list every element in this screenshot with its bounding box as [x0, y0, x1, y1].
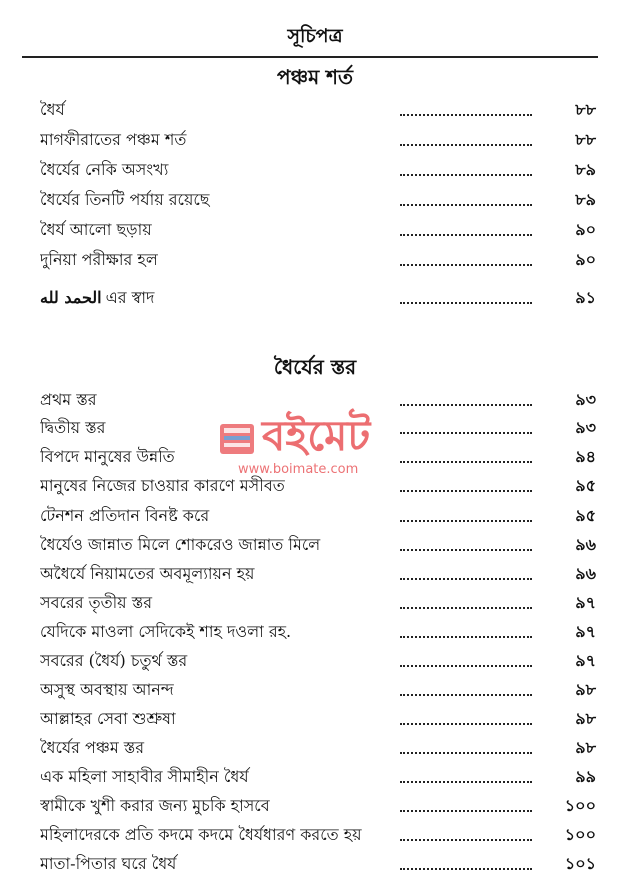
toc-entry-page: ৯৩	[575, 389, 596, 409]
arabic-phrase: الحمد لله	[40, 287, 102, 307]
toc-entry-title-wrap	[40, 648, 400, 675]
toc-entry-title-wrap	[40, 127, 400, 154]
toc-entry	[40, 618, 596, 646]
toc-entry-page: ৮৮	[575, 99, 596, 119]
toc-entry-title: মহিলাদেরকে প্রতি কদমে কদমে ধৈর্যধারণ করতে হয়	[40, 824, 362, 844]
dot-leader	[400, 404, 532, 406]
toc-entry-title-wrap	[40, 187, 400, 214]
toc-entry-page: ৯১	[575, 287, 596, 307]
toc-entry-page: ৮৯	[575, 189, 596, 209]
toc-entry-page: ১০০	[564, 824, 596, 844]
toc-entry-page: ৮৮	[575, 129, 596, 149]
toc-entry-title-wrap	[40, 793, 400, 820]
toc-entry-page: ৯৮	[575, 737, 596, 757]
toc-entry	[40, 216, 596, 244]
dot-leader	[400, 868, 532, 870]
toc-entry-page: ৯৮	[575, 708, 596, 728]
toc-entry-page: ৯৫	[575, 475, 596, 495]
dot-leader	[400, 174, 532, 176]
dot-leader	[400, 144, 532, 146]
toc-entry-title: ধৈর্যের তিনটি পর্যায় রয়েছে	[40, 189, 210, 209]
toc-entry-title: ধৈর্য	[40, 99, 65, 119]
book-icon	[218, 416, 258, 458]
watermark-logo	[218, 410, 418, 480]
toc-entry-title-wrap	[40, 532, 400, 559]
toc-entry-title-wrap	[40, 503, 400, 530]
toc-entry-title-wrap	[40, 822, 400, 849]
dot-leader	[400, 781, 532, 783]
toc-entry-title-wrap	[40, 851, 400, 878]
toc-entry-title: প্রথম স্তর	[40, 389, 97, 409]
toc-entry-title: এর স্বাদ	[105, 287, 155, 307]
toc-entry-page: ৯৩	[575, 417, 596, 437]
toc-entry-page: ৯৭	[575, 621, 596, 641]
toc-entry	[40, 96, 596, 124]
dot-leader	[400, 461, 532, 463]
toc-entry-title: ধৈর্যের পঞ্চম স্তর	[40, 737, 145, 757]
toc-entry-title-wrap	[40, 217, 400, 244]
toc-entry-page: ৯৫	[575, 505, 596, 525]
dot-leader	[400, 752, 532, 754]
toc-entry-title-wrap	[40, 677, 400, 704]
toc-entry	[40, 560, 596, 588]
toc-entry-title-wrap	[40, 764, 400, 791]
dot-leader	[400, 665, 532, 667]
toc-entry	[40, 502, 596, 530]
toc-entry-page: ৯৮	[575, 679, 596, 699]
title-divider	[22, 56, 598, 58]
toc-entry	[40, 589, 596, 617]
toc-entry-page: ৯০	[575, 249, 596, 269]
toc-entry	[40, 792, 596, 820]
toc-entry-title-wrap	[40, 285, 400, 312]
toc-entry-title: ধৈর্যেও জান্নাত মিলে শোকরেও জান্নাত মিলে	[40, 534, 321, 554]
dot-leader	[400, 114, 532, 116]
toc-entry-title-wrap	[40, 590, 400, 617]
toc-entry-page: ৯০	[575, 219, 596, 239]
toc-entry-title: মাগফীরাতের পঞ্চম শর্ত	[40, 129, 187, 149]
toc-entry-title: দ্বিতীয় স্তর	[40, 417, 106, 437]
toc-entry	[40, 284, 596, 312]
toc-entry-page: ৯৪	[575, 446, 596, 466]
toc-entry-title: এক মহিলা সাহাবীর সীমাহীন ধৈর্য	[40, 766, 249, 786]
toc-entry-title-wrap	[40, 735, 400, 762]
toc-entry-page: ৯৭	[575, 650, 596, 670]
toc-entry-title: স্বামীকে খুশী করার জন্য মুচকি হাসবে	[40, 795, 270, 815]
toc-entry-page: ৯৭	[575, 592, 596, 612]
toc-entry-title: টেনশন প্রতিদান বিনষ্ট করে	[40, 505, 210, 525]
page-title: সূচিপত্র	[287, 25, 343, 47]
dot-leader	[400, 264, 532, 266]
dot-leader	[400, 432, 532, 434]
toc-entry-title: বিপদে মানুষের উন্নতি	[40, 446, 175, 466]
dot-leader	[400, 234, 532, 236]
toc-entry	[40, 156, 596, 184]
toc-entry-title-wrap	[40, 561, 400, 588]
toc-entry-title: মানুষের নিজের চাওয়ার কারণে মসীবত	[40, 475, 285, 495]
toc-entry	[40, 705, 596, 733]
toc-entry-title-wrap	[40, 706, 400, 733]
toc-entry	[40, 186, 596, 214]
toc-entry	[40, 647, 596, 675]
toc-entry-title: ধৈর্য আলো ছড়ায়	[40, 219, 152, 239]
dot-leader	[400, 636, 532, 638]
toc-entry-title: সবরের (ধৈর্য) চতুর্থ স্তর	[40, 650, 188, 670]
toc-entry	[40, 246, 596, 274]
toc-entry-page: ৮৯	[575, 159, 596, 179]
toc-entry-title-wrap	[40, 157, 400, 184]
dot-leader	[400, 549, 532, 551]
dot-leader	[400, 302, 532, 304]
dot-leader	[400, 204, 532, 206]
toc-entry	[40, 734, 596, 762]
toc-entry-page: ৯৯	[575, 766, 596, 786]
toc-entry-title: অধৈর্যে নিয়ামতের অবমূল্যায়ন হয়	[40, 563, 255, 583]
dot-leader	[400, 839, 532, 841]
dot-leader	[400, 694, 532, 696]
toc-entry-title: মাতা-পিতার ঘরে ধৈর্য	[40, 853, 177, 873]
dot-leader	[400, 723, 532, 725]
toc-entry-page: ১০১	[564, 853, 596, 873]
toc-entry-title-wrap	[40, 247, 400, 274]
toc-entry-title: অসুস্থ অবস্থায় আনন্দ	[40, 679, 174, 699]
dot-leader	[400, 520, 532, 522]
toc-entry-title-wrap	[40, 619, 400, 646]
toc-entry	[40, 763, 596, 791]
toc-entry-title: ধৈর্যের নেকি অসংখ্য	[40, 159, 169, 179]
dot-leader	[400, 578, 532, 580]
toc-entry	[40, 126, 596, 154]
toc-entry-title: আল্লাহর সেবা শুশ্রুষা	[40, 708, 176, 728]
section-heading: ধৈর্যের স্তর	[273, 355, 357, 379]
toc-entry-page: ১০০	[564, 795, 596, 815]
toc-entry	[40, 676, 596, 704]
watermark-url: www.boimate.com	[238, 462, 359, 477]
dot-leader	[400, 810, 532, 812]
toc-entry-page: ৯৬	[575, 534, 596, 554]
toc-entry-title-wrap	[40, 97, 400, 124]
toc-entry-title: দুনিয়া পরীক্ষার হল	[40, 249, 158, 269]
toc-entry-title: সবরের তৃতীয় স্তর	[40, 592, 152, 612]
toc-entry	[40, 821, 596, 849]
dot-leader	[400, 607, 532, 609]
section-heading: পঞ্চম শর্ত	[277, 65, 353, 89]
watermark-logo-text: বইমেট	[262, 411, 371, 460]
dot-leader	[400, 490, 532, 492]
toc-entry	[40, 850, 596, 878]
toc-entry-title: যেদিকে মাওলা সেদিকেই শাহ দওলা রহ.	[40, 621, 292, 641]
toc-entry-page: ৯৬	[575, 563, 596, 583]
toc-entry	[40, 531, 596, 559]
